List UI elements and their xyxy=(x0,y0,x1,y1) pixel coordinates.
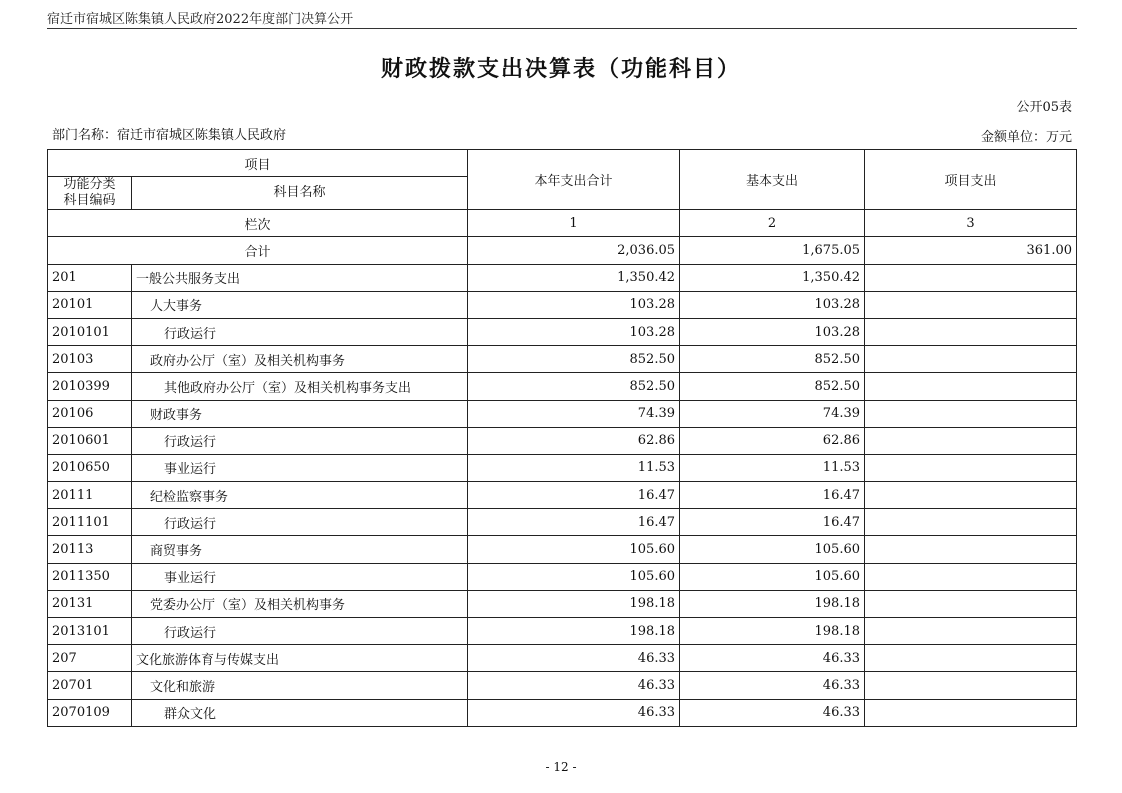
row-code: 20103 xyxy=(48,346,132,373)
row-code: 201 xyxy=(48,264,132,291)
row-project xyxy=(865,264,1077,291)
row-project xyxy=(865,482,1077,509)
row-basic: 105.60 xyxy=(680,536,865,563)
row-basic: 852.50 xyxy=(680,373,865,400)
row-total: 852.50 xyxy=(468,373,680,400)
sum-label: 合计 xyxy=(48,237,468,264)
amount-unit: 金额单位：万元 xyxy=(980,130,1072,145)
row-total: 1,350.42 xyxy=(468,264,680,291)
row-code: 20701 xyxy=(48,672,132,699)
table-row xyxy=(48,509,1077,536)
row-total: 16.47 xyxy=(468,482,680,509)
row-subject-name: 行政运行 xyxy=(132,318,468,345)
column-index-3: 3 xyxy=(865,210,1077,237)
row-subject-name: 行政运行 xyxy=(132,427,468,454)
sum-total: 2,036.05 xyxy=(468,237,680,264)
running-header: 宿迁市宿城区陈集镇人民政府2022年度部门决算公开 xyxy=(47,12,354,27)
row-subject-name: 其他政府办公厅（室）及相关机构事务支出 xyxy=(132,373,468,400)
table-row xyxy=(48,536,1077,563)
table-row xyxy=(48,291,1077,318)
table-row xyxy=(48,618,1077,645)
page-title: 财政拨款支出决算表（功能科目） xyxy=(380,57,741,82)
expenditure-table xyxy=(47,149,1077,727)
row-basic: 74.39 xyxy=(680,400,865,427)
row-subject-name: 事业运行 xyxy=(132,563,468,590)
row-subject-name: 群众文化 xyxy=(132,699,468,726)
header-rule xyxy=(47,28,1077,29)
table-row xyxy=(48,454,1077,481)
row-code: 2010601 xyxy=(48,427,132,454)
row-total: 62.86 xyxy=(468,427,680,454)
row-code: 2010101 xyxy=(48,318,132,345)
row-basic: 46.33 xyxy=(680,699,865,726)
row-code: 20113 xyxy=(48,536,132,563)
row-subject-name: 政府办公厅（室）及相关机构事务 xyxy=(132,346,468,373)
row-project xyxy=(865,509,1077,536)
table-row xyxy=(48,590,1077,617)
row-project xyxy=(865,318,1077,345)
row-subject-name: 行政运行 xyxy=(132,618,468,645)
row-subject-name: 人大事务 xyxy=(132,291,468,318)
row-code: 20131 xyxy=(48,590,132,617)
row-project xyxy=(865,427,1077,454)
row-project xyxy=(865,672,1077,699)
row-subject-name: 行政运行 xyxy=(132,509,468,536)
column-index-1: 1 xyxy=(468,210,680,237)
row-code: 20106 xyxy=(48,400,132,427)
header-subject: 科目名称 xyxy=(132,177,468,210)
row-project xyxy=(865,400,1077,427)
row-total: 11.53 xyxy=(468,454,680,481)
header-total: 本年支出合计 xyxy=(468,150,680,210)
row-total: 105.60 xyxy=(468,563,680,590)
row-subject-name: 事业运行 xyxy=(132,454,468,481)
table-row xyxy=(48,373,1077,400)
column-index-label: 栏次 xyxy=(48,210,468,237)
row-subject-name: 党委办公厅（室）及相关机构事务 xyxy=(132,590,468,617)
row-project xyxy=(865,699,1077,726)
row-subject-name: 文化和旅游 xyxy=(132,672,468,699)
header-code: 功能分类 科目编码 xyxy=(48,177,132,210)
row-code: 2070109 xyxy=(48,699,132,726)
row-basic: 105.60 xyxy=(680,563,865,590)
row-code: 207 xyxy=(48,645,132,672)
row-total: 46.33 xyxy=(468,699,680,726)
row-total: 74.39 xyxy=(468,400,680,427)
row-project xyxy=(865,291,1077,318)
row-code: 2011350 xyxy=(48,563,132,590)
row-basic: 198.18 xyxy=(680,618,865,645)
row-subject-name: 财政事务 xyxy=(132,400,468,427)
row-project xyxy=(865,590,1077,617)
row-code: 20101 xyxy=(48,291,132,318)
row-total: 852.50 xyxy=(468,346,680,373)
header-project: 项目 xyxy=(48,150,468,177)
row-project xyxy=(865,346,1077,373)
row-project xyxy=(865,536,1077,563)
table-code: 公开05表 xyxy=(1016,100,1072,115)
row-total: 105.60 xyxy=(468,536,680,563)
row-subject-name: 一般公共服务支出 xyxy=(132,264,468,291)
row-code: 2010650 xyxy=(48,454,132,481)
sum-basic: 1,675.05 xyxy=(680,237,865,264)
row-total: 103.28 xyxy=(468,291,680,318)
row-basic: 198.18 xyxy=(680,590,865,617)
header-project-expenditure: 项目支出 xyxy=(865,150,1077,210)
row-project xyxy=(865,373,1077,400)
table-row xyxy=(48,482,1077,509)
table-row xyxy=(48,427,1077,454)
row-project xyxy=(865,454,1077,481)
row-basic: 852.50 xyxy=(680,346,865,373)
row-total: 16.47 xyxy=(468,509,680,536)
sum-row xyxy=(48,237,1077,264)
row-total: 46.33 xyxy=(468,672,680,699)
row-total: 103.28 xyxy=(468,318,680,345)
row-total: 46.33 xyxy=(468,645,680,672)
row-subject-name: 纪检监察事务 xyxy=(132,482,468,509)
row-basic: 1,350.42 xyxy=(680,264,865,291)
row-project xyxy=(865,645,1077,672)
row-basic: 11.53 xyxy=(680,454,865,481)
table-row xyxy=(48,699,1077,726)
sum-project: 361.00 xyxy=(865,237,1077,264)
row-project xyxy=(865,618,1077,645)
row-total: 198.18 xyxy=(468,618,680,645)
row-total: 198.18 xyxy=(468,590,680,617)
row-project xyxy=(865,563,1077,590)
row-basic: 46.33 xyxy=(680,645,865,672)
table-row xyxy=(48,645,1077,672)
column-index-2: 2 xyxy=(680,210,865,237)
table-row xyxy=(48,264,1077,291)
row-basic: 62.86 xyxy=(680,427,865,454)
row-basic: 46.33 xyxy=(680,672,865,699)
column-index-row xyxy=(48,210,1077,237)
page-number: - 12 - xyxy=(545,760,577,774)
table-row xyxy=(48,346,1077,373)
row-code: 2013101 xyxy=(48,618,132,645)
row-code: 20111 xyxy=(48,482,132,509)
table-row xyxy=(48,672,1077,699)
header-row-project xyxy=(48,150,1077,177)
row-code: 2010399 xyxy=(48,373,132,400)
header-basic: 基本支出 xyxy=(680,150,865,210)
row-subject-name: 商贸事务 xyxy=(132,536,468,563)
table-row xyxy=(48,400,1077,427)
row-basic: 103.28 xyxy=(680,318,865,345)
row-basic: 103.28 xyxy=(680,291,865,318)
row-code: 2011101 xyxy=(48,509,132,536)
row-basic: 16.47 xyxy=(680,482,865,509)
row-basic: 16.47 xyxy=(680,509,865,536)
department-name: 部门名称：宿迁市宿城区陈集镇人民政府 xyxy=(52,128,287,143)
table-row xyxy=(48,318,1077,345)
table-row xyxy=(48,563,1077,590)
row-subject-name: 文化旅游体育与传媒支出 xyxy=(132,645,468,672)
